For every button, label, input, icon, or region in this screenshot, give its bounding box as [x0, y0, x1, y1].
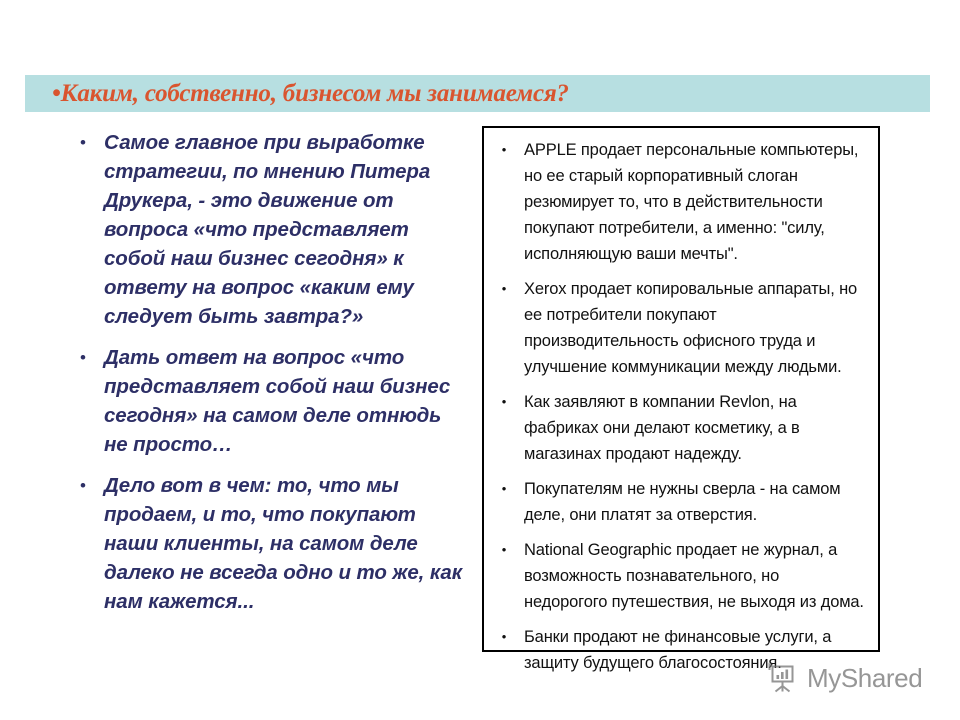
watermark — [766, 661, 922, 695]
list-item-text: Как заявляют в компании Revlon, на фабриках они делают косметику, а в магазинах продают надежду. — [524, 393, 800, 463]
list-item — [66, 128, 466, 331]
bullet-icon: • — [501, 142, 507, 157]
bullet-icon: • — [80, 476, 86, 495]
left-bullet-column — [66, 128, 466, 616]
page-title — [52, 81, 569, 106]
list-item — [484, 476, 866, 528]
list-item — [484, 276, 866, 380]
bullet-icon: • — [501, 542, 507, 557]
list-item — [66, 471, 466, 616]
slide-title-band — [25, 75, 930, 112]
watermark-label: MyShared — [807, 663, 923, 693]
bullet-icon: • — [501, 629, 507, 644]
list-item-text: Дать ответ на вопрос «что представляет собой наш бизнес сегодня» на самом деле отнюдь не просто… — [104, 346, 451, 456]
bullet-icon: • — [501, 394, 507, 409]
examples-box — [482, 126, 880, 672]
list-item — [484, 537, 866, 615]
title-label: Каким, собственно, бизнесом мы занимаемся? — [60, 80, 569, 107]
presentation-board-icon — [766, 661, 800, 695]
list-item-text: Дело вот в чем: то, что мы продаем, и то, что покупают наши клиенты, на самом деле далеко не всегда одно и то же, как нам кажется... — [104, 474, 463, 613]
list-item — [484, 137, 866, 267]
title-bullet: • — [52, 80, 61, 107]
list-item-text: National Geographic продает не журнал, а возможность познавательного, но недорогого путешествия, не выходя из дома. — [524, 541, 864, 611]
list-item-text: Xerox продает копировальные аппараты, но ее потребители покупают производительность офисного труда и улучшение коммуникации между людьми. — [524, 280, 858, 376]
bullet-icon: • — [80, 133, 86, 152]
list-item-text: Самое главное при выработке стратегии, по мнению Питера Друкера, - это движение от вопроса «что представляет собой наш бизнес сегодня» к ответу на вопрос «каким ему следует быть завтра?» — [104, 131, 431, 328]
bullet-icon: • — [501, 281, 507, 296]
bullet-icon: • — [501, 481, 507, 496]
list-item-text: APPLE продает персональные компьютеры, но ее старый корпоративный слоган резюмирует то, что в действительности покупают потребители, а именно: "силу, исполняющую ваши мечты". — [524, 141, 859, 263]
bullet-icon: • — [80, 348, 86, 367]
list-item — [66, 343, 466, 459]
list-item-text: Покупателям не нужны сверла - на самом деле, они платят за отверстия. — [524, 480, 841, 524]
list-item — [484, 389, 866, 467]
list-item-text: Банки продают не финансовые услуги, а защиту будущего благосостояния. — [524, 628, 832, 672]
